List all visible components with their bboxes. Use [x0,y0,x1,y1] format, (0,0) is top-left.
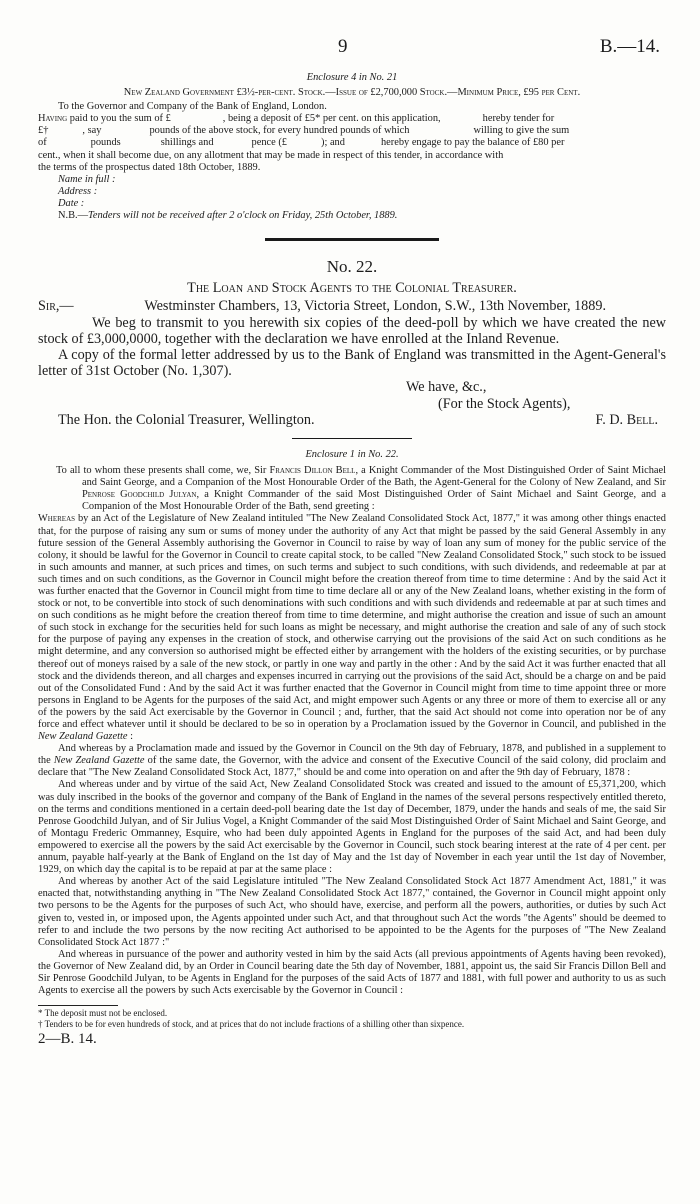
form-text: , being a deposit of £5* per cent. on this application, [222,113,441,125]
deed-paragraph-pursuance: And whereas in pursuance of the power and authority vested in him by the said Acts (all previous appointments of Agents having been revoked), the Governor of New Zealand did, by an Order in Council bearing date the 5th day of November, 1881, appoint us, the said Sir Francis Dillon Bell and Sir Penrose Goodchild Julyan, to be Agents in England for the purposes of the said Acts of 1877 and 1881, with full power and authority to us as such Agents to exercise all the powers by such Acts exercisable by the Governor in Council : [38,948,666,997]
deed-opening [38,465,666,513]
form-line-2 [38,125,666,137]
salutation: Sir,— [38,298,74,315]
form-text: £† [38,125,49,137]
footnote-tenders: † Tenders to be for even hundreds of stock, and at prices that do not include fractions of a shilling other than sixpence. [38,1019,465,1030]
nota-bene [38,210,666,222]
deed-paragraph-proclamation [38,743,666,779]
heading-lead: New Zealand Government [123,87,234,99]
form-text: shillings and [160,137,214,149]
form-line-1 [38,113,666,125]
form-line-3 [38,137,666,149]
letter-heading: The Loan and Stock Agents to the Colonial Treasurer. [187,280,517,297]
text: by an Act of the Legislature of New Zealand intituled "The New Zealand Consolidated Stock Act, 1877," it was among other things enacted that, for the purpose of raising any sum or sums of money under the authority of any Act that might be passed by the said General Assembly in any future session of the General Assembly authorising the Governor in Council to raise by way of loan any sum of money for the public service of the colony, it should be lawful for the Governor in Council to create capital stock, to be called "New Zealand Consolidated Stock," such stock to be issued in such amounts and manner, at such prices and times, on such terms and subject to such conditions, with such dividends, and redeemable at par at such times and on such conditions, as the Governor in Council might before the creation thereof from time to time determine : And by the said Act it was further enacted that the Governor in Council might from time to time declare all or any of the New Zealand loans, whether existing in the form of stock or not, to be convertible into stock of such denominations with such conditions and with such dividends and redeemable at par at such times and on such conditions as he might before the creation thereof from time to time determine, and might authorise the creation and issue of such an amount of such stock in exchange for the securities held for such loans as might be necessary, and might authorise the creation and sale of any of such stock for the purpose of paying any expenses in the creation of stock, and otherwise carrying out the provisions of the said Act on such conditions as he might determine, and any conversion so authorised might be effected either by arrangement with the holders of the existing securities, or by purchase thereof out of moneys raised by a sale of the new stock, or partly in one way and partly in the other : And by the said Act it was further enacted that all stock and the dividends thereon, and all charges and expenses incurred in carrying out the provisions of the said Act, should be a charge on and be paid out of the Consolidated Fund : And by the said Act it was further enacted that the Governor in Council might from time to time appoint three or more persons in England to be Agents for the purposes of the said Act, and might empower such Agents or any three or more of them to exercise all or any of the powers by the said Act exercisable by the Governor in Council ; and, further, that the said Act should not come into operation nor be of any force and effect whatever until it should be declared to be so in operation by a Proclamation issued by the Governor in Council, and published in the [38,513,666,731]
person-name: Francis Dillon Bell [269,465,356,477]
form-text: , say [82,125,102,137]
tender-form [38,113,666,222]
text: of the same date, the Governor, with the advice and consent of the Executive Council of the said colony, did proclaim and declare that "The New Zealand Consolidated Stock Act, 1877," should be and come into operation on and after the 9th day of February, 1878 : [38,755,666,779]
deed-paragraph-amendment: And whereas by another Act of the said Legislature intituled "The New Zealand Consolidated Stock Act 1877 Amendment Act, 1881," it was enacted that, notwithstanding anything in "The New Zealand Consolidated Stock Act 1877," contained, the Governor in Council might appoint only two persons to be the Agents for the purposes of such Act, who should have, exercise, and perform all the powers, authorities, or duties by such Act given to, vested in, or imposed upon, the Agents appointed under such Act, and that throughout such Act the words "the Agents" should be deemed to refer to and include the two persons by the now reciting Act authorised to be appointed to be the Agents for the purposes of "The New Zealand Consolidated Stock Act 1877 :" [38,876,666,948]
form-lead: Having [38,113,68,125]
date-field-label: Date : [58,197,85,209]
name-field-label: Name in full : [58,173,116,185]
form-address: To the Governor and Company of the Bank of England, London. [58,101,327,113]
enclosure-4-title: Enclosure 4 in No. 21 [306,72,398,83]
address-field-label: Address : [58,185,98,197]
letter-paragraph-2: A copy of the formal letter addressed by us to the Bank of England was transmitted in the Agent-General's letter of 31st October (No. 1,307). [38,346,666,380]
sender-address: Westminster Chambers, 13, Victoria Street, London, S.W., 13th November, 1889. [144,298,606,315]
enclosure-1-title: Enclosure 1 in No. 22. [305,448,399,460]
text: And whereas by a Proclamation made and issued by the Governor in Council on the 9th day of February, 1878, and published in a supplement to the [38,743,666,767]
gazette-title: New Zealand Gazette [53,755,145,767]
form-text: pounds [90,137,121,149]
text: , a Knight Commander of the Most Distinguished Order of Saint Michael and Saint George, and a Companion of the Most Honourable Order of the Bath, the Agent-General for the Colony of New Zealand, and Sir [82,465,667,489]
deed-paragraph-whereas [38,513,666,743]
text: , a Knight Commander of the said Most Distinguished Order of Saint Michael and Saint George, and a Companion of the Most Honourable Order of the Bath, send greeting : [82,489,666,513]
person-name: Penrose Goodchild Julyan [82,489,197,501]
text: : [127,731,133,743]
page-number: 9 [338,36,348,57]
whereas-lead: Whereas [38,513,76,525]
footnote-rule [38,1005,118,1006]
form-text: hereby tender for [482,113,555,125]
for-agents: (For the Stock Agents), [438,395,571,412]
form-line-5: the terms of the prospectus dated 18th October, 1889. [38,161,261,173]
form-text: pence (£ [251,137,287,149]
signature-mark: 2—B. 14. [38,1031,97,1048]
letter-number: No. 22. [326,257,378,277]
enclosure-4-heading [38,87,666,99]
gazette-title: New Zealand Gazette [38,731,128,743]
form-line-4: cent., when it shall become due, on any allotment that may be made in respect of this tender, in accordance with [38,149,504,161]
deed-paragraph-stock: And whereas under and by virtue of the said Act, New Zealand Consolidated Stock was created and issued to the amount of £5,371,200, which was duly inscribed in the books of the governor and company of the Bank of England in the names of the several persons respectively entitled thereto, on the terms and conditions mentioned in a certain deed-poll bearing date the 1st day of December, 1879, under the hands and seals of me, the said Sir Penrose Goodchild Julyan, and of Sir Julius Vogel, a Knight Commander of the said Most Distinguished Order of Saint Michael and Saint George, and of Montagu Frederic Ommanney, Esquire, who had been duly appointed Agents in England for the purposes of the said Act, and had been duly empowered to exercise all the powers by the said Act exercisable by the Governor in Council, such stock bearing interest at the rate of 4 per cent. per annum, payable half-yearly at the Bank of England on the 1st day of May and the 1st day of November in each year until the 1st day of November, 1929, on which day the capital is to be repaid at par at the same place : [38,779,666,876]
page-body [38,34,666,1048]
form-text: ); and [321,137,345,149]
nb-text: Tenders will not be received after 2 o'clock on Friday, 25th October, 1889. [88,210,398,222]
form-text: of [38,137,47,149]
letter-paragraph-1: We beg to transmit to you herewith six copies of the deed-poll by which we have created the new stock of £3,000,0000, together with the declaration we have enrolled at the Inland Revenue. [38,314,666,347]
addressee: The Hon. the Colonial Treasurer, Wellington. [58,411,315,428]
letter-address-row [38,298,666,314]
heading-rest: £3½-per-cent. Stock.—Issue of £2,700,000 Stock.—Minimum Price, £95 per Cent. [236,87,581,99]
nb-lead: N.B.— [58,210,89,222]
form-text: pounds of the above stock, for every hundred pounds of which [149,125,410,137]
form-text: willing to give the sum [473,125,570,137]
session-reference: B.—14. [599,36,660,57]
signature: F. D. Bell. [595,411,658,428]
form-text: hereby engage to pay the balance of £80 per [380,137,565,149]
footnote-deposit: * The deposit must not be enclosed. [38,1008,168,1019]
letter-closing: We have, &c., [406,379,487,396]
letter-footer-row [38,412,666,428]
text: To all to whom these presents shall come, we, Sir [56,465,270,477]
form-text: paid to you the sum of £ [67,113,171,125]
